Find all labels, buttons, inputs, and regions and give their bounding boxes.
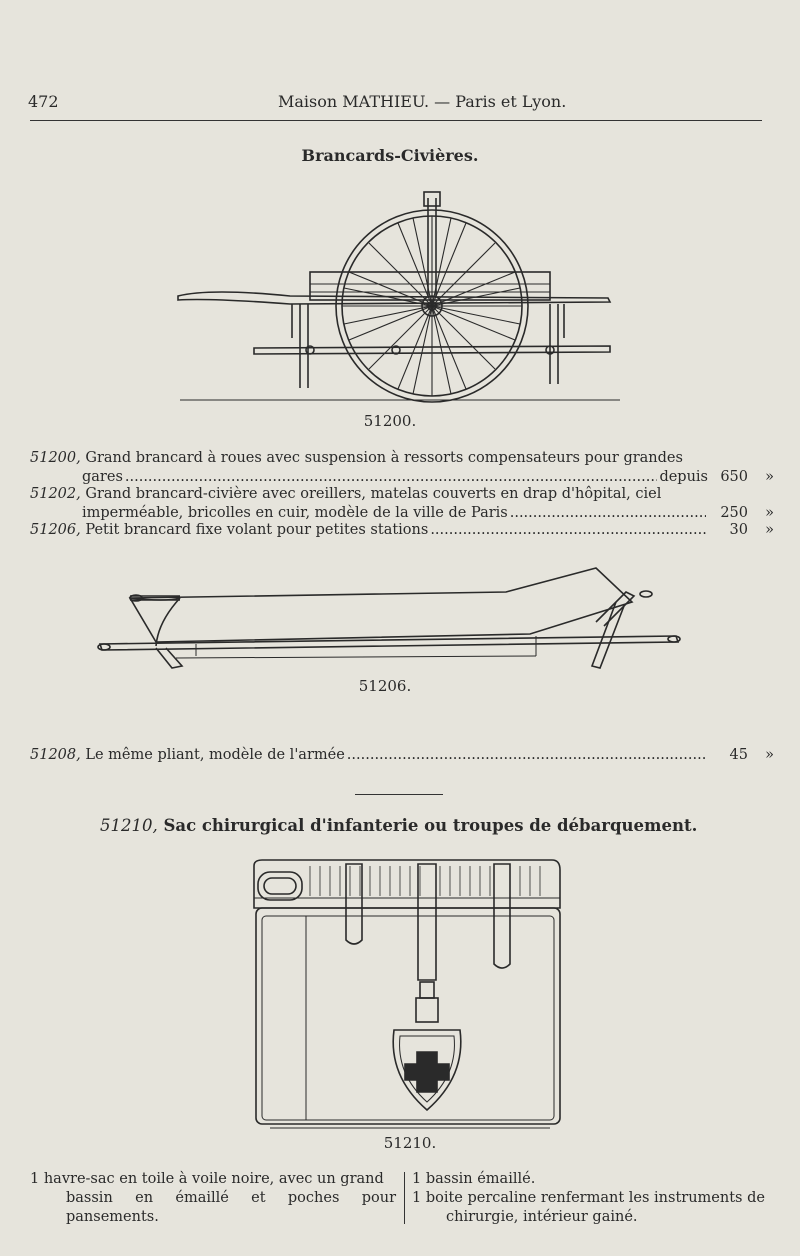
catalog-entry-51208 [30, 746, 774, 765]
wheeled-stretcher-illustration [170, 188, 630, 408]
contents-item-cont: bassin en émaillé et poches pour pansements. [66, 1190, 396, 1225]
dot-leader [430, 521, 706, 540]
figure-caption-51206: 51206. [358, 677, 412, 695]
contents-left-column [30, 1170, 396, 1227]
item-price: 45 [729, 747, 748, 763]
section-title: Brancards-Civières. [301, 146, 479, 165]
contents-item: 1 havre-sac en toile à voile noire, avec un grand [30, 1171, 384, 1187]
running-head [28, 88, 768, 114]
item-price: 250 [720, 505, 748, 521]
surgical-bag-illustration [250, 856, 566, 1132]
price-mark: » [765, 469, 774, 485]
item-number: 51208, [30, 747, 81, 763]
sac-number: 51210, [100, 816, 158, 835]
price-mark: » [765, 505, 774, 521]
running-title: Maison MATHIEU. — Paris et Lyon. [278, 92, 567, 111]
price-prefix: depuis [659, 469, 708, 485]
contents-item: 1 boite percaline renfermant les instruments de [412, 1190, 765, 1206]
item-number: 51206, [30, 522, 81, 538]
figure-caption-51200: 51200. [363, 412, 417, 430]
item-description: Le même pliant, modèle de l'armée [85, 747, 345, 763]
item-price: 30 [729, 522, 748, 538]
item-price: 650 [720, 469, 748, 485]
header-rule [30, 120, 762, 121]
item-description: Petit brancard fixe volant pour petites stations [85, 522, 429, 538]
sac-heading [100, 816, 780, 835]
catalog-entry-51202 [30, 485, 774, 523]
section-divider [355, 794, 443, 795]
contents-item-cont: chirurgie, intérieur gainé. [446, 1209, 638, 1225]
contents-right-column [412, 1170, 780, 1227]
price-mark: » [765, 522, 774, 538]
sac-title: Sac chirurgical d'infanterie ou troupes de débarquement. [163, 816, 698, 835]
item-description-cont: imperméable, bricolles en cuir, modèle de la ville de Paris [82, 505, 508, 521]
page-number: 472 [28, 92, 59, 111]
catalog-entry-51200 [30, 449, 774, 487]
item-description: Grand brancard-civière avec oreillers, matelas couverts en drap d'hôpital, ciel [85, 486, 662, 502]
contents-item: 1 bassin émaillé. [412, 1171, 536, 1187]
item-number: 51202, [30, 486, 81, 502]
figure-caption-51210: 51210. [383, 1134, 437, 1152]
fixed-stretcher-illustration [96, 562, 686, 674]
item-description: Grand brancard à roues avec suspension à ressorts compensateurs pour grandes [85, 450, 683, 466]
column-divider [404, 1172, 405, 1224]
dot-leader [347, 746, 706, 765]
price-mark: » [765, 747, 774, 763]
contents-list [30, 1170, 780, 1230]
catalog-entry-51206 [30, 521, 774, 540]
item-description-cont: gares [82, 469, 123, 485]
item-number: 51200, [30, 450, 81, 466]
